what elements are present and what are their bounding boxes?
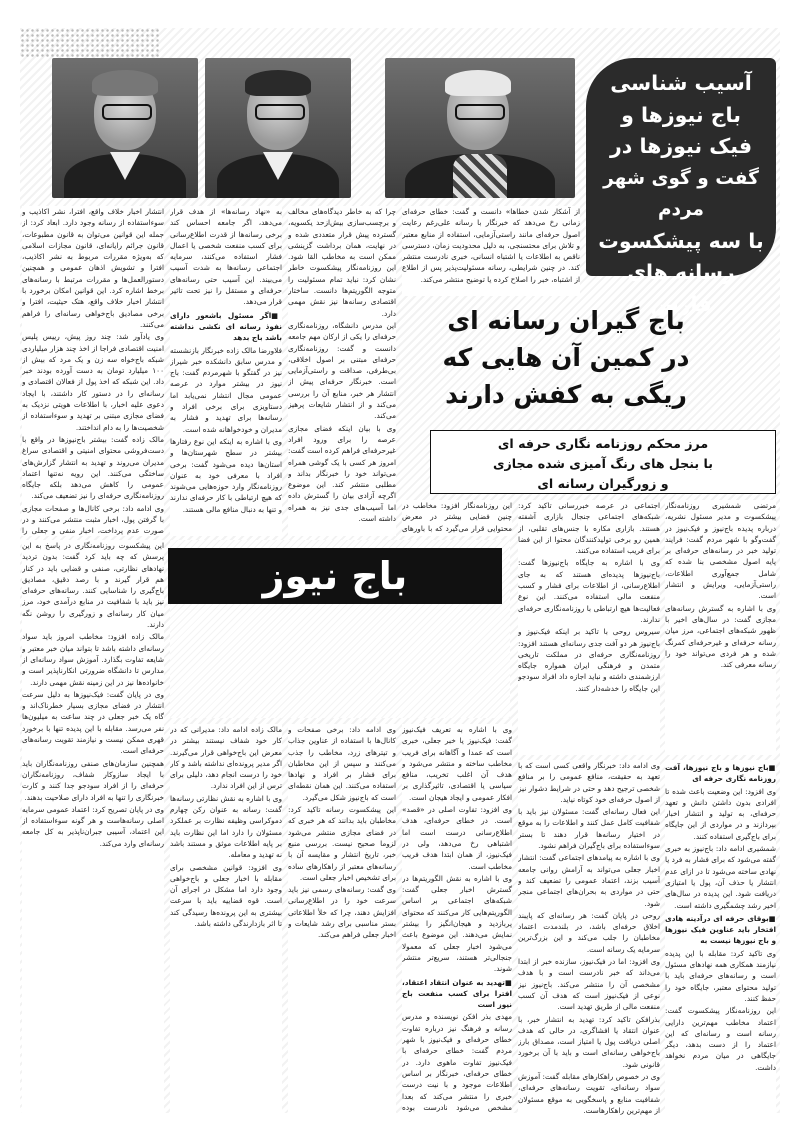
photo-interviewee-middle: [205, 58, 351, 198]
column-3-lower: [288, 724, 396, 1115]
paragraph: چرا که به خاطر دیدگاه‌های مخالف و برچسب‌سازی بیش‌ازحد یکسویه، گسترده پیش قرار متعددی شده و در نهایت، همان برداشت گزینشی ممکن است به مخاطب القا شود. این روزنامه‌نگار پیشکسوت خاطر نشان کرد: نباید تمام مسئولیت را متوجه الگوریتم‌ها دانست. ساختار اقتصادی رسانه‌ها نیز نقش مهمی دارد.: [288, 207, 396, 318]
paragraph: وی افزود: اما در فیک‌نیوز، سازنده خبر از ابتدا می‌داند که خبر نادرست است و با هدف مشخصی آن را منتشر می‌کند. باج‌نیوز نیز نوعی از فیک‌نیوز است که هدف آن کسب منفعت مالی از طریق تهدید است.: [518, 957, 660, 1012]
paragraph: وی با اشاره به پیامدهای اجتماعی گفت: انتشار اخبار جعلی می‌تواند به آرامش روانی جامعه آسیب بزند، اعتماد عمومی را تضعیف کند و حتی در مواردی به بحران‌های اجتماعی منجر شود.: [518, 853, 660, 908]
paragraph: به «نهاد رسانه‌ها» از هدف قرار می‌دهد، اگر جامعه احساس کند برخی رسانه‌ها از قدرت اطلاع‌رسانی برای کسب منفعت شخصی یا اعمال فشار استفاده می‌کنند، سرمایه اجتماعی رسانه‌ها به شدت آسیب می‌بیند. این آسیب حتی رسانه‌های حرفه‌ای و مستقل را نیز تحت تاثیر قرار می‌دهد.: [170, 207, 282, 307]
paragraph: این پیشکسوت رسانه تاکید کرد: مخاطبان باید بدانند که هر خبری که در فضای مجازی منتشر می‌شود لزوما صحیح نیست. بررسی منبع خبر، تاریخ انتشار و مقایسه آن با رسانه‌های معتبر از راهکارهای ساده برای تشخیص اخبار جعلی است.: [288, 805, 396, 882]
title-line: فیک نیوزها در: [609, 134, 752, 158]
paragraph: این مدرس دانشگاه، روزنامه‌نگاری حرفه‌ای را یکی از ارکان مهم جامعه دانست و گفت: روزنامه‌نگاری حرفه‌ای مبتنی بر اصول اخلاقی، بی‌طرفی، صداقت و راستی‌آزمایی است. خبرنگار حرفه‌ای پیش از انتشار هر خبر، منابع آن را بررسی می‌کند و از انتشار شایعات پرهیز می‌کند.: [288, 320, 396, 421]
column-2-lower: [170, 724, 282, 1115]
headline-line: در کمین آن هایی که: [442, 343, 690, 372]
paragraph: وی افزود: قوانین مشخصی برای مقابله با اخبار جعلی و باج‌خواهی وجود دارد اما مشکل در اجرای آن است. قوه قضاییه باید با سرعت بیشتری به این پرونده‌ها رسیدگی کند تا اثر بازدارندگی داشته باشد.: [170, 862, 282, 929]
column-4-lower: [402, 724, 512, 1115]
paragraph: وی ادامه داد: برخی کانال‌ها و صفحات مجازی با گرفتن پول، اخبار مثبت منتشر می‌کنند و در صورت عدم پرداخت، اخبار منفی و جعلی را: [22, 503, 164, 536]
paragraph: انتشار اخبار خلاف واقع، افترا، نشر اکاذیب و سوءاستفاده از رسانه وجود دارد. ابعاد کرد: از جمله این قوانین می‌توان به قانون مطبوعات، قانون جرائم رایانه‌ای، قانون مجازات اسلامی که به‌ویژه مقررات مربوط به نشر اکاذیب، افترا و تشویش اذهان عمومی و همچنین دستورالعمل‌ها و مقررات مرتبط با رسانه‌های برخط اشاره کرد. این قوانین امکان برخورد با انتشار اخبار خلاف واقع، هتک حیثیت، افترا و برخی مصادیق باج‌خواهی رسانه‌ای را فراهم می‌کنند.: [22, 207, 164, 329]
paragraph: اجتماعی در عرصه خبررسانی تاکید کرد: شبکه‌های اجتماعی جنجال بازاری آشفته هستند. بازاری مکاره با جنس‌های تقلبی، از همین رو برخی تولیدکنندگان محتوا از این فضا برای فریب استفاده می‌کنند.: [518, 501, 660, 556]
paragraph: این روزنامه‌نگار افزود: مخاطب در چنین فضایی بیشتر در معرض محتوایی قرار می‌گیرد که با باورهای: [402, 501, 512, 533]
paragraph: وی با اشاره به تعریف فیک‌نیوز گفت: فیک‌نیوز یا خبر جعلی، خبری است که عمدا و آگاهانه برای فریب مخاطب ساخته و منتشر می‌شود و هدف آن اغلب تخریب، منافع سیاسی یا اقتصادی، تاثیرگذاری بر افکار عمومی و ایجاد هیجان است.: [402, 725, 512, 802]
paragraph: مرتضی شمشیری روزنامه‌نگار پیشکسوت و مدیر مسئول نشریه، درباره پدیده باج‌نیوز و فیک‌نیوز در گفت‌وگو با شهر مردم گفت: فرایند تولید خبر در رسانه‌های حرفه‌ای بر پایه اصول مشخصی بنا شده که شامل جمع‌آوری اطلاعات، راستی‌آزمایی، ویرایش و انتشار است.: [665, 501, 776, 601]
headline-line: باج گیران رسانه ای: [447, 306, 685, 335]
paragraph: وی در پایان تصریح کرد: اعتماد عمومی سرمایه اصلی رسانه‌هاست و هر گونه سوءاستفاده از این اعتماد، آسیبی جبران‌ناپذیر به کل جامعه رسانه‌ای وارد می‌کند.: [22, 804, 164, 848]
decorative-dots: [20, 28, 160, 58]
column-7-lower: [665, 760, 776, 1115]
title-line: باج نیوزها و: [621, 102, 741, 127]
title-box: [586, 58, 776, 316]
deck-line: و زورگیران رسانه ای: [537, 476, 669, 491]
title-lines: [594, 68, 768, 320]
paragraph: از آشکار شدن خطاها» دانست و گفت: خطای حرفه‌ای زمانی رخ می‌دهد که خبرنگار با رسانه علی‌رغم رعایت اصول حرفه‌ای مانند راستی‌آزمایی، استفاده از منابع معتبر و تلاش برای محتسنجی، به دلیل محدودیت زمان، دسترسی ناقص به اطلاعات یا اشتباه انسانی، خبری نادرست منتشر کند. در چنین شرایطی، رسانه مسئولیت‌پذیر پس از اطلاع از اشتباه، خبر را اصلاح کرده یا توضیح منتشر می‌کند.: [402, 207, 580, 284]
column-1-lower: [22, 540, 164, 1115]
paragraph: وی ادامه داد: خبرنگار واقعی کسی است که با تعهد به حقیقت، منافع عمومی را بر منافع شخصی ترجیح دهد و حتی در شرایط دشوار نیز از اصول حرفه‌ای خود کوتاه نیاید.: [518, 761, 660, 804]
column-subheading: ■ تهدید به عنوان انتقاد اعتقاد، افترا برای کسب منفعت باج نیوز است: [402, 977, 512, 1011]
paragraph: این فعال رسانه‌ای گفت: مسئولان نیز باید با شفافیت کامل عمل کنند و اطلاعات را به موقع در اختیار رسانه‌ها قرار دهند تا بستر سوءاستفاده برای باج‌گیران فراهم نشود.: [518, 807, 660, 851]
paragraph: مالک زاده گفت: بیشتر باج‌نیوزها در واقع با دست‌فروشی محتوای امنیتی و اقتصادی سراغ مدیران می‌روند و تهدید به انتشار گزارش‌های ساختگی می‌کنند. این رویه نه‌تنها اعتماد عمومی را کاهش می‌دهد بلکه جایگاه روزنامه‌نگاری حرفه‌ای را نیز تضعیف می‌کند.: [22, 434, 164, 501]
paragraph: وی گفت: رسانه‌های رسمی نیز باید سرعت خود را در اطلاع‌رسانی افزایش دهند، چرا که خلأ اطلاعاتی بستر مناسبی برای رشد شایعات و اخبار جعلی فراهم می‌کند.: [288, 885, 396, 940]
title-line: گفت و گوی شهر مردم: [603, 167, 759, 220]
column-subheading: ■ اگر مسئول باشعور دارای نفوذ رسانه ای نکشی نداشته باشد باج بدهد: [170, 310, 282, 344]
paragraph: فلاورضا مالک زاده خبرنگار بازنشسته و مدرس سابق دانشکده خبر شیراز نیز در گفتگو با شهرمردم گفت: باج نیوز در بیشتر موارد در عرصه عمومی مجال انتشار نمی‌یابد اما دستاویزی برای برخی افراد و رسانه‌ها برای تهدید و فشار به مدیران و خودخواهانه شده است.: [170, 345, 282, 434]
headline-line: ریگی به کفش دارند: [445, 380, 687, 409]
paragraph: وی با اشاره به نقش نظارتی رسانه‌ها گفت: رسانه به عنوان رکن چهارم دموکراسی وظیفه نظارت بر عملکرد مسئولان را دارد اما این نظارت باید بر پایه اطلاعات موثق و مستند باشد نه تهدید و معامله.: [170, 793, 282, 860]
column-5-lower: [518, 760, 660, 1115]
column-3-upper: [288, 206, 396, 536]
paragraph: وی با اشاره به گسترش رسانه‌های مجازی گفت: در سال‌های اخیر با ظهور شبکه‌های اجتماعی، مرز میان رسانه حرفه‌ای و غیرحرفه‌ای کمرنگ شده و هر فردی می‌تواند خود را رسانه معرفی کند.: [665, 603, 776, 670]
photo-interviewee-left: [52, 58, 198, 198]
title-line: رسانه های فارس: [627, 260, 735, 316]
deck-line: مرز محکم روزنامه نگاری حرفه ای: [497, 436, 709, 451]
paragraph: وی افزود: این وضعیت باعث شده تا افرادی بدون داشتن دانش و تعهد حرفه‌ای، به تولید و انتشار اخبار بپردازند و در مواردی از این جایگاه برای باج‌گیری استفاده کنند.: [665, 786, 776, 841]
paragraph: شمشیری ادامه داد: باج‌نیوز به خبری گفته می‌شود که برای فشار به فرد یا نهادی ساخته می‌شود تا در ازای عدم انتشار یا حذف آن، پول یا امتیازی دریافت شود. این پدیده در سال‌های اخیر رشد چشمگیری داشته است.: [665, 844, 776, 910]
main-headline: [356, 302, 776, 413]
column-subheading: ■ بوقای حرفه ای درآدینه هادی افتخار باید عناوین فیک نیوزها و باج نیوزها نیست به: [665, 913, 776, 947]
paragraph: روحی در پایان گفت: هر رسانه‌ای که پایبند اخلاق حرفه‌ای باشد، در بلندمدت اعتماد مخاطبان را جلب می‌کند و این بزرگ‌ترین سرمایه یک رسانه است.: [518, 910, 660, 954]
column-2-upper: [170, 206, 282, 536]
paragraph: وی با اشاره به نقش الگوریتم‌ها در گسترش اخبار جعلی گفت: شبکه‌های اجتماعی بر اساس الگوریتم‌هایی کار می‌کنند که محتوای پربازدید و هیجان‌انگیز را بیشتر نمایش می‌دهند. این موضوع باعث می‌شود اخبار جعلی که معمولا جنجالی‌تر هستند، سریع‌تر منتشر شوند.: [402, 873, 512, 974]
paragraph: وی یادآور شد: چند روز پیش، رییس پلیس امنیت اقتصادی فراجا از اخذ چند هزار میلیاردی شبکه باج‌خواه سه زن و یک مرد که بیش از ۱۰۰ میلیارد تومان به دست آورده بودند خبر داد. این شبکه که اخذ پول از فعالان اقتصادی و رسانه‌ای را در دستور کار داشتند، با ایجاد دعوی علیه اخبار، با اطلاعات هویتی نزدیک به فضای مجازی مبتنی بر تهدید و سوءاستفاده از شخصیت‌ها را به دام انداختند.: [22, 332, 164, 432]
paragraph: سیروس روحی با تاکید بر اینکه فیک‌نیوز و باج‌نیوز هر دو آفت جدی رسانه‌ای هستند افزود: روزنامه‌نگاری حرفه‌ای در مملکت تاریخی متمدن و فرهنگی ایران همواره جایگاه ارزشمندی داشته و نباید اجازه داد افراد سودجو این جایگاه را خدشه‌دار کنند.: [518, 627, 660, 693]
column-subheading: ■ باج نیوزها و باج نیوزها، آفت روزنامه نگاری حرفه ای: [665, 762, 776, 785]
deck-subheadline: [430, 430, 776, 494]
title-line: با سه پیشکسوت: [598, 228, 764, 253]
paragraph: وی با اشاره به اینکه این نوع رفتارها بیشتر در سطح شهرستان‌ها و استان‌ها دیده می‌شود گفت: برخی افراد با معرفی خود به عنوان روزنامه‌نگار وارد حوزه‌هایی می‌شوند که هیچ ارتباطی با کار حرفه‌ای ندارند و تنها به دنبال منافع مالی هستند.: [170, 436, 282, 514]
paragraph: این پیشکسوت روزنامه‌نگاری در پاسخ به این پرسش که چه باید کرد گفت: بدون تردید نهادهای نظارتی، صنفی و قضایی باید در کنار هم قرار گیرند و با رصد دقیق، مصادیق باج‌گیری را شناسایی کنند. رسانه‌های حرفه‌ای نیز باید با شفافیت در منابع درآمدی خود، مرز میان کار رسانه‌ای و زورگیری را روشن نگه دارند.: [22, 541, 164, 630]
paragraph: وی با اشاره به جایگاه باج‌نیوزها گفت: باج‌نیوزها پدیده‌ای هستند که به جای اطلاع‌رسانی، از اطلاعات برای فشار و کسب منفعت مالی استفاده می‌کنند. این نوع فعالیت‌ها هیچ ارتباطی با روزنامه‌نگاری حرفه‌ای ندارند.: [518, 558, 660, 624]
title-line: آسیب شناسی: [610, 71, 752, 95]
paragraph: مالک زاده ادامه داد: مدیرانی که در کار خود شفاف نیستند بیشتر در معرض این باج‌خواهی قرار می‌گیرند. اگر مدیر پرونده‌ای نداشته باشد و کار خود را درست انجام دهد، دلیلی برای ترس از این افراد ندارد.: [170, 725, 282, 791]
paragraph: وی تاکید کرد: مقابله با این پدیده نیازمند همکاری همه نهادهای مسئول است و رسانه‌های حرفه‌ای باید با تولید محتوای معتبر، جایگاه خود را حفظ کنند.: [665, 948, 776, 1003]
paragraph: همچنین سازمان‌های صنفی روزنامه‌نگاران باید با ایجاد سازوکار شفاف، روزنامه‌نگاران حرفه‌ای را از افراد سودجو جدا کنند و کارت خبرنگاری را تنها به افراد دارای صلاحیت بدهند.: [22, 758, 164, 802]
column-4-upper: [402, 206, 580, 296]
paragraph: وی با بیان اینکه فضای مجازی عرصه را برای ورود افراد غیرحرفه‌ای فراهم کرده است گفت: امروز هر کسی با یک گوشی همراه می‌تواند خود را خبرنگار بداند و مطلبی منتشر کند. این موضوع اگرچه آزادی بیان را گسترش داده اما آسیب‌های جدی نیز به همراه داشته است.: [288, 423, 396, 524]
column-7-upper: [665, 500, 776, 755]
paragraph: وی در خصوص راهکارهای مقابله گفت: آموزش سواد رسانه‌ای، تقویت رسانه‌های حرفه‌ای، شفافیت منابع و پاسخگویی به موقع مسئولان از مهم‌ترین راهکارهاست.: [518, 1072, 660, 1115]
paragraph: مهدی بذر افکن نویسنده و مدرس رسانه و فرهنگ نیز درباره تفاوت خطای حرفه‌ای و فیک‌نیوز با شهر مردم گفت: خطای حرفه‌ای با فیک‌نیوز تفاوت ماهوی دارد. در خطای حرفه‌ای، خبرنگار بر اساس اطلاعات موجود و با نیت درست خبری را منتشر می‌کند که بعدا مشخص می‌شود نادرست بوده: [402, 1012, 512, 1112]
paragraph: بذرافکن تاکید کرد: تهدید به انتشار خبر، با عنوان انتقاد یا افشاگری، در حالی که هدف اصلی دریافت پول یا امتیاز است، مصداق بارز باج‌خواهی رسانه‌ای است و باید با آن برخورد قانونی شود.: [518, 1014, 660, 1069]
column-5-upper: [518, 500, 660, 755]
paragraph: وی ادامه داد: برخی صفحات و کانال‌ها با استفاده از عناوین جذاب و تیترهای زرد، مخاطب را جذب می‌کنند و سپس از این مخاطبان برای فشار بر افراد و نهادها استفاده می‌کنند. این همان نقطه‌ای است که باج‌نیوز شکل می‌گیرد.: [288, 725, 396, 802]
column-4-mid: [402, 500, 512, 536]
paragraph: مالک زاده افزود: مخاطب امروز باید سواد رسانه‌ای داشته باشد تا بتواند میان خبر معتبر و شایعه تفاوت بگذارد. آموزش سواد رسانه‌ای از مدارس تا دانشگاه ضرورتی انکارناپذیر است و خانواده‌ها نیز در این زمینه نقش مهمی دارند.: [22, 632, 164, 687]
paragraph: وی افزود: تفاوت اصلی در «قصد» است. در خطای حرفه‌ای، هدف اطلاع‌رسانی درست است اما اشتباهی رخ می‌دهد، ولی در فیک‌نیوز، از همان ابتدا هدف فریب مخاطب است.: [402, 805, 512, 871]
column-1-upper: [22, 206, 164, 536]
baj-news-banner: باج نیوز: [168, 548, 502, 604]
deck-line: با بنجل های رنگ آمیزی شده مجازی: [493, 456, 713, 471]
photo-interviewee-right: [385, 58, 575, 198]
paragraph: وی در پایان گفت: فیک‌نیوزها به دلیل سرعت انتشار در فضای مجازی بسیار خطرناک‌اند و گاه یک خبر جعلی در چند ساعت به میلیون‌ها نفر می‌رسد. مقابله با این پدیده تنها با برخورد قهری ممکن نیست و نیازمند تقویت رسانه‌های حرفه‌ای است.: [22, 689, 164, 756]
paragraph: این روزنامه‌نگار پیشکسوت گفت: اعتماد مخاطب مهم‌ترین دارایی رسانه است و رسانه‌ای که این اعتماد را از دست بدهد، دیگر جایگاهی در میان مردم نخواهد داشت.: [665, 1006, 776, 1072]
